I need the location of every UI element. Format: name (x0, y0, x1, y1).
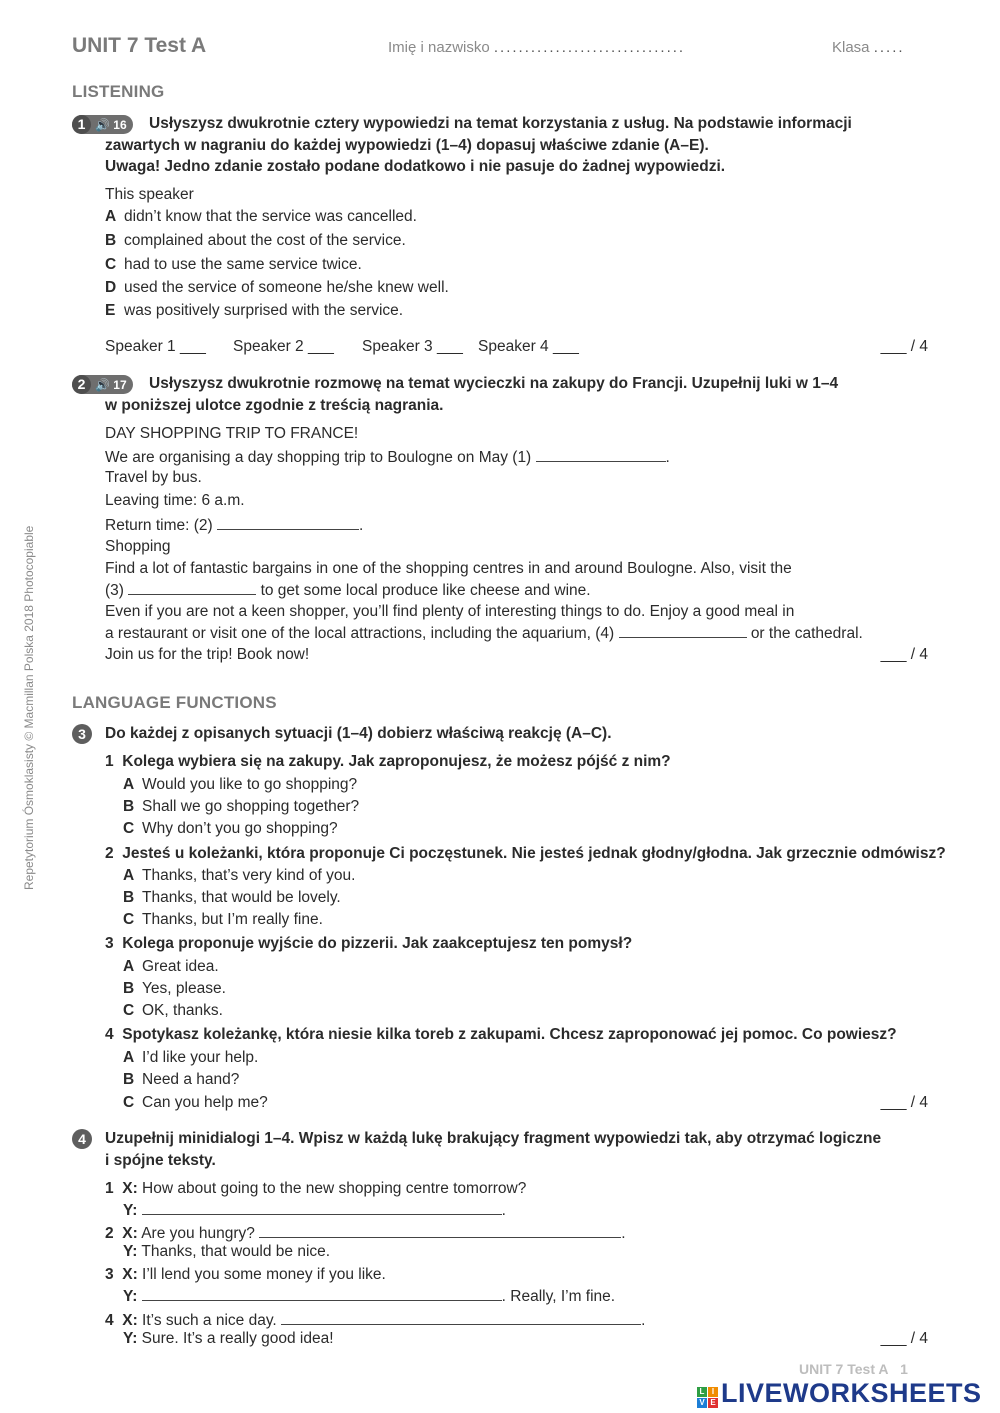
ex1-badge (72, 115, 133, 134)
name-dots: ............................... (493, 39, 686, 56)
ex2-badge (72, 375, 133, 394)
ex1-option-e: E was positively surprised with the service. (105, 302, 404, 319)
ex1-track: 16 (113, 118, 127, 132)
ex2-line-10: a restaurant or visit one of the local attractions, including the aquarium, (4) or the cathedral. (105, 625, 863, 642)
ex4-score: ___ / 4 (880, 1330, 928, 1347)
ex4-instruction-1: Uzupełnij minidialogi 1–4. Wpisz w każdą lukę brakujący fragment wypowiedzi tak, aby otrzymać logiczne (105, 1130, 882, 1147)
dialogue-4-gap-input[interactable] (281, 1310, 641, 1325)
ex3-question-1: 1 Kolega wybiera się na zakupy. Jak zaproponujesz, że możesz pójść z nim? (105, 753, 671, 770)
gap-3-input[interactable] (128, 580, 256, 595)
gap-4-input[interactable] (619, 623, 747, 638)
ex3-q3-option-b[interactable]: B Yes, please. (123, 980, 226, 997)
ex2-line-2: We are organising a day shopping trip to Boulogne on May (1) . (105, 449, 670, 466)
section-listening: LISTENING (72, 82, 165, 101)
gap-1-input[interactable] (536, 447, 666, 462)
ex3-q2-option-b[interactable]: B Thanks, that would be lovely. (123, 889, 341, 906)
class-dots: ..... (873, 39, 905, 56)
ex2-score: ___ / 4 (880, 646, 928, 663)
ex2-instruction-2: w poniższej ulotce zgodnie z treścią nagrania. (105, 397, 444, 414)
ex2-instruction-1: Usłyszysz dwukrotnie rozmowę na temat wycieczki na zakupy do Francji. Uzupełnij luki w 1–4 (149, 375, 839, 392)
ex2-line-8: (3) to get some local produce like cheese and wine. (105, 582, 591, 599)
ex3-q1-option-b[interactable]: B Shall we go shopping together? (123, 798, 360, 815)
ex1-instruction-3: Uwaga! Jedno zdanie zostało podane dodatkowo i nie pasuje do żadnej wypowiedzi. (105, 158, 726, 175)
ex2-line-4: Leaving time: 6 a.m. (105, 492, 245, 509)
ex1-option-c: C had to use the same service twice. (105, 256, 362, 273)
name-label: Imię i nazwisko (388, 39, 490, 56)
speaker-1-answer[interactable]: Speaker 1 ___ (105, 338, 206, 355)
dialogue-3-x: 3 X: I’ll lend you some money if you like. (105, 1266, 386, 1283)
ex3-instruction: Do każdej z opisanych sytuacji (1–4) dobierz właściwą reakcję (A–C). (105, 725, 612, 742)
ex3-q4-option-a[interactable]: A I’d like your help. (123, 1049, 259, 1066)
name-field[interactable] (388, 39, 685, 56)
ex3-question-3: 3 Kolega proponuje wyjście do pizzerii. Jak zaakceptujesz ten pomysł? (105, 935, 633, 952)
ex3-q1-option-c[interactable]: C Why don’t you go shopping? (123, 820, 338, 837)
dialogue-3-gap-input[interactable] (142, 1286, 502, 1301)
audio-icon: 🔊 (95, 118, 110, 132)
ex3-number-badge: 3 (72, 724, 92, 744)
ex3-q4-option-b[interactable]: B Need a hand? (123, 1071, 240, 1088)
ex3-q2-option-c[interactable]: C Thanks, but I’m really fine. (123, 911, 323, 928)
ex1-number: 1 (72, 115, 91, 134)
ex4-number-badge: 4 (72, 1129, 92, 1149)
logo-text: LIVEWORKSHEETS (721, 1378, 982, 1408)
logo-icon: L I V E (697, 1387, 719, 1409)
speaker-2-answer[interactable]: Speaker 2 ___ (233, 338, 334, 355)
dialogue-2-x: 2 X: Are you hungry? . (105, 1225, 626, 1242)
liveworksheets-logo[interactable] (697, 1378, 982, 1409)
speaker-4-answer[interactable]: Speaker 4 ___ (478, 338, 579, 355)
ex1-lead: This speaker (105, 186, 194, 203)
ex1-instruction-1: Usłyszysz dwukrotnie cztery wypowiedzi na temat korzystania z usług. Na podstawie informacji (149, 115, 852, 132)
dialogue-1-gap-input[interactable] (142, 1200, 502, 1215)
ex1-option-a: A didn’t know that the service was cancelled. (105, 208, 417, 225)
ex3-q3-option-c[interactable]: C OK, thanks. (123, 1002, 223, 1019)
ex2-line-9: Even if you are not a keen shopper, you’ll find plenty of interesting things to do. Enjoy a good meal in (105, 603, 795, 620)
ex2-line-5: Return time: (2) . (105, 517, 364, 534)
dialogue-1-y: Y: . (123, 1202, 506, 1219)
class-field[interactable] (832, 39, 905, 56)
ex3-score: ___ / 4 (880, 1094, 928, 1111)
ex3-q1-option-a[interactable]: A Would you like to go shopping? (123, 776, 358, 793)
dialogue-4-y: Y: Sure. It’s a really good idea! (123, 1330, 334, 1347)
section-language-functions: LANGUAGE FUNCTIONS (72, 693, 277, 712)
copyright-note: Repetytorium Ósmoklasisty © Macmillan Polska 2018 Photocopiable (22, 525, 36, 890)
ex2-leaflet-title: DAY SHOPPING TRIP TO FRANCE! (105, 425, 359, 442)
dialogue-2-y: Y: Thanks, that would be nice. (123, 1243, 331, 1260)
ex3-question-2: 2 Jesteś u koleżanki, która proponuje Ci poczęstunek. Nie jesteś jednak głodny/głodna. Jak grzecznie odmówisz? (105, 845, 946, 862)
ex2-number: 2 (72, 375, 91, 394)
page-title: UNIT 7 Test A (72, 34, 207, 57)
ex3-q4-option-c[interactable]: C Can you help me? (123, 1094, 268, 1111)
ex2-track: 17 (113, 378, 127, 392)
page-number: 1 (900, 1361, 908, 1377)
ex2-line-3: Travel by bus. (105, 469, 202, 486)
ex1-instruction-2: zawartych w nagraniu do każdej wypowiedzi (1–4) dopasuj właściwe zdanie (A–E). (105, 137, 709, 154)
dialogue-3-y: Y: . Really, I’m fine. (123, 1288, 616, 1305)
ex3-q2-option-a[interactable]: A Thanks, that’s very kind of you. (123, 867, 356, 884)
dialogue-2-gap-input[interactable] (259, 1223, 621, 1238)
speaker-3-answer[interactable]: Speaker 3 ___ (362, 338, 463, 355)
ex1-option-d: D used the service of someone he/she knew well. (105, 279, 449, 296)
ex3-question-4: 4 Spotykasz koleżankę, która niesie kilka toreb z zakupami. Chcesz zaproponować jej pomoc. Co powiesz? (105, 1026, 897, 1043)
audio-icon: 🔊 (95, 378, 110, 392)
ex1-option-b: B complained about the cost of the service. (105, 232, 406, 249)
ex2-line-6: Shopping (105, 538, 171, 555)
ex2-line-7: Find a lot of fantastic bargains in one of the shopping centres in and around Boulogne. Also, visit the (105, 560, 792, 577)
ex1-score: ___ / 4 (880, 338, 928, 355)
class-label: Klasa (832, 39, 870, 56)
ex3-q3-option-a[interactable]: A Great idea. (123, 958, 219, 975)
ex4-instruction-2: i spójne teksty. (105, 1152, 216, 1169)
footer-unit-label: UNIT 7 Test A 1 (799, 1361, 908, 1377)
gap-2-input[interactable] (217, 515, 359, 530)
dialogue-1-x: 1 X: How about going to the new shopping centre tomorrow? (105, 1180, 527, 1197)
dialogue-4-x: 4 X: It’s such a nice day. . (105, 1312, 646, 1329)
ex2-line-11: Join us for the trip! Book now! (105, 646, 310, 663)
